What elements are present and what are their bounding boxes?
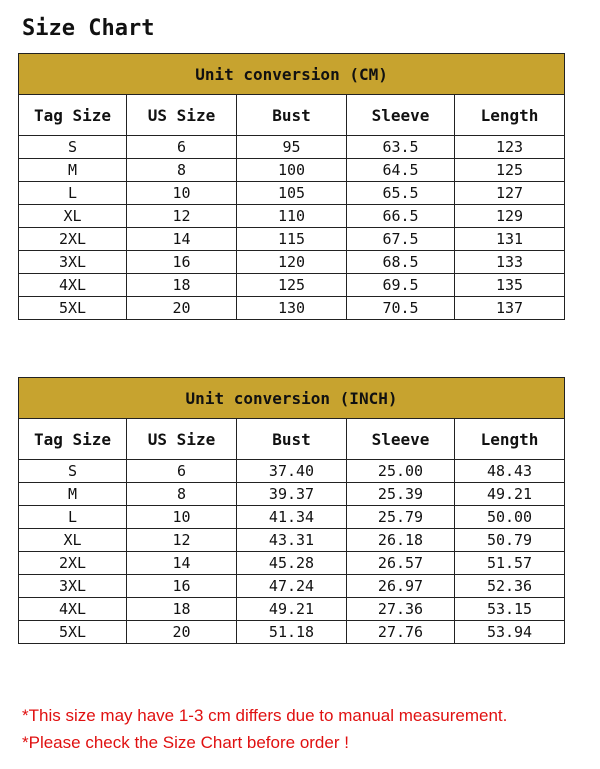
table-cell: 53.94 <box>455 621 565 644</box>
table-title-inch: Unit conversion (INCH) <box>19 378 565 419</box>
table-cell: 50.79 <box>455 529 565 552</box>
table-row <box>19 575 565 598</box>
table-cell: 25.79 <box>347 506 455 529</box>
page-title: Size Chart <box>22 16 155 41</box>
note-check-chart: *Please check the Size Chart before order ! <box>22 733 349 752</box>
table-cell: S <box>19 136 127 159</box>
table-cell: 3XL <box>19 251 127 274</box>
table-cell: 64.5 <box>347 159 455 182</box>
table-body-cm <box>19 136 565 320</box>
table-cell: 105 <box>237 182 347 205</box>
table-cell: M <box>19 159 127 182</box>
table-cell: 14 <box>127 228 237 251</box>
table-cell: S <box>19 460 127 483</box>
table-cell: 49.21 <box>455 483 565 506</box>
table-cell: 12 <box>127 529 237 552</box>
table-cell: 16 <box>127 251 237 274</box>
table-cell: 123 <box>455 136 565 159</box>
table-cell: 135 <box>455 274 565 297</box>
table-cell: 39.37 <box>237 483 347 506</box>
table-cell: 67.5 <box>347 228 455 251</box>
table-cell: L <box>19 182 127 205</box>
table-cell: 20 <box>127 621 237 644</box>
table-row <box>19 274 565 297</box>
table-cell: M <box>19 483 127 506</box>
table-cell: 18 <box>127 274 237 297</box>
note-measurement: *This size may have 1-3 cm differs due to manual measurement. <box>22 706 508 725</box>
size-table-cm <box>18 53 565 320</box>
table-cell: 5XL <box>19 297 127 320</box>
column-header-length: Length <box>455 419 565 460</box>
table-title-cm: Unit conversion (CM) <box>19 54 565 95</box>
table-row <box>19 297 565 320</box>
table-row <box>19 506 565 529</box>
table-cell: 100 <box>237 159 347 182</box>
table-cell: 125 <box>237 274 347 297</box>
table-row <box>19 182 565 205</box>
table-cell: L <box>19 506 127 529</box>
column-header-tag-size: Tag Size <box>19 419 127 460</box>
table-cell: 27.76 <box>347 621 455 644</box>
table-cell: 25.39 <box>347 483 455 506</box>
column-header-length: Length <box>455 95 565 136</box>
table-cell: 43.31 <box>237 529 347 552</box>
table-cell: 6 <box>127 136 237 159</box>
table-cell: 51.57 <box>455 552 565 575</box>
column-header-us-size: US Size <box>127 419 237 460</box>
table-cell: 20 <box>127 297 237 320</box>
table-cell: 41.34 <box>237 506 347 529</box>
table-cell: 2XL <box>19 228 127 251</box>
table-cell: 130 <box>237 297 347 320</box>
table-cell: 26.97 <box>347 575 455 598</box>
table-cell: 10 <box>127 506 237 529</box>
table-cell: 51.18 <box>237 621 347 644</box>
table-cell: 14 <box>127 552 237 575</box>
table-cell: 12 <box>127 205 237 228</box>
table-body-inch <box>19 460 565 644</box>
table-cell: 25.00 <box>347 460 455 483</box>
column-header-bust: Bust <box>237 95 347 136</box>
table-row <box>19 529 565 552</box>
table-cell: 66.5 <box>347 205 455 228</box>
table-cell: 95 <box>237 136 347 159</box>
table-cell: 50.00 <box>455 506 565 529</box>
table-row <box>19 159 565 182</box>
table-cell: 18 <box>127 598 237 621</box>
table-cell: 8 <box>127 159 237 182</box>
table-cell: 63.5 <box>347 136 455 159</box>
table-cell: 27.36 <box>347 598 455 621</box>
table-cell: 2XL <box>19 552 127 575</box>
table-cell: 68.5 <box>347 251 455 274</box>
column-header-tag-size: Tag Size <box>19 95 127 136</box>
table-cell: 125 <box>455 159 565 182</box>
column-header-bust: Bust <box>237 419 347 460</box>
table-cell: 133 <box>455 251 565 274</box>
column-header-sleeve: Sleeve <box>347 95 455 136</box>
table-cell: XL <box>19 205 127 228</box>
column-header-sleeve: Sleeve <box>347 419 455 460</box>
table-cell: 53.15 <box>455 598 565 621</box>
table-row <box>19 483 565 506</box>
column-header-us-size: US Size <box>127 95 237 136</box>
table-cell: 4XL <box>19 274 127 297</box>
table-cell: 65.5 <box>347 182 455 205</box>
table-cell: 3XL <box>19 575 127 598</box>
table-cell: 26.57 <box>347 552 455 575</box>
table-cell: 45.28 <box>237 552 347 575</box>
table-row <box>19 552 565 575</box>
table-row <box>19 460 565 483</box>
table-cell: 6 <box>127 460 237 483</box>
table-cell: 8 <box>127 483 237 506</box>
table-cell: 127 <box>455 182 565 205</box>
table-row <box>19 205 565 228</box>
table-cell: 115 <box>237 228 347 251</box>
table-cell: 52.36 <box>455 575 565 598</box>
table-cell: 5XL <box>19 621 127 644</box>
table-cell: 120 <box>237 251 347 274</box>
table-cell: 26.18 <box>347 529 455 552</box>
table-cell: 49.21 <box>237 598 347 621</box>
table-row <box>19 598 565 621</box>
table-cell: 131 <box>455 228 565 251</box>
table-cell: 16 <box>127 575 237 598</box>
table-cell: 10 <box>127 182 237 205</box>
table-cell: 48.43 <box>455 460 565 483</box>
table-cell: 4XL <box>19 598 127 621</box>
table-cell: 37.40 <box>237 460 347 483</box>
table-cell: 110 <box>237 205 347 228</box>
size-table-inch <box>18 377 565 644</box>
table-cell: XL <box>19 529 127 552</box>
table-row <box>19 228 565 251</box>
table-row <box>19 136 565 159</box>
table-cell: 69.5 <box>347 274 455 297</box>
table-row <box>19 621 565 644</box>
table-cell: 70.5 <box>347 297 455 320</box>
table-cell: 137 <box>455 297 565 320</box>
table-cell: 129 <box>455 205 565 228</box>
table-row <box>19 251 565 274</box>
table-cell: 47.24 <box>237 575 347 598</box>
